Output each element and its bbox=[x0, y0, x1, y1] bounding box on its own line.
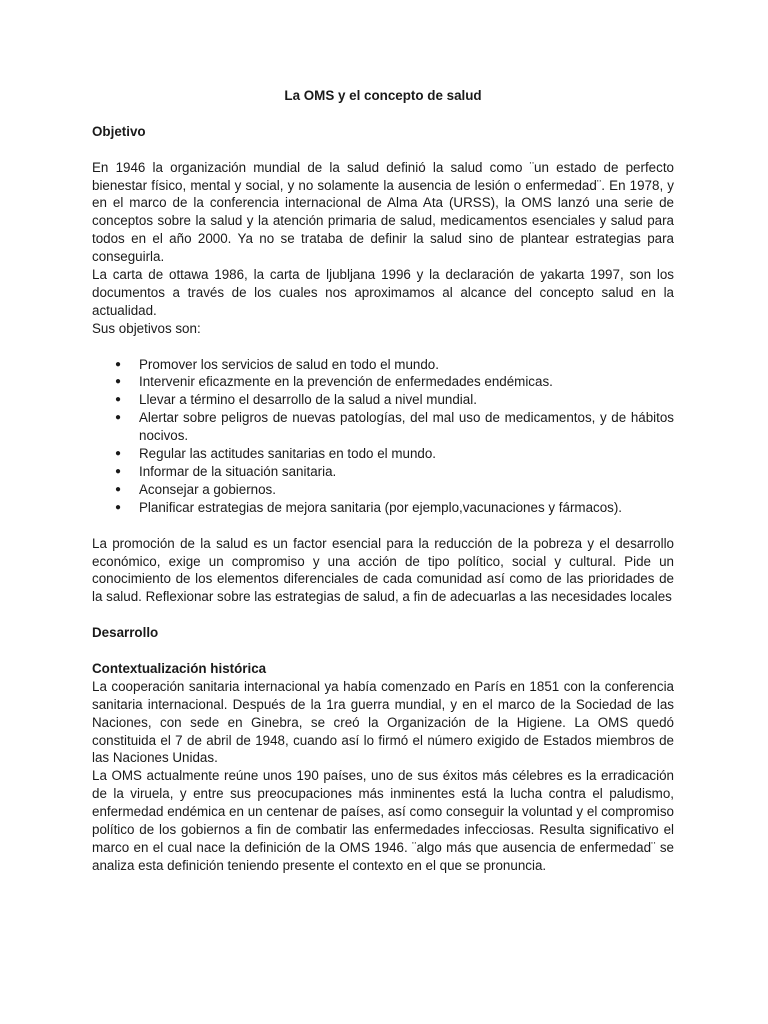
list-item bbox=[92, 463, 674, 481]
list-item bbox=[92, 499, 674, 517]
bullet-icon: ● bbox=[115, 412, 122, 424]
list-item-text: Planificar estrategias de mejora sanitaria (por ejemplo,vacunaciones y fármacos). bbox=[139, 499, 623, 515]
bullet-icon: ● bbox=[115, 501, 122, 513]
list-item bbox=[92, 391, 674, 409]
list-item bbox=[92, 445, 674, 463]
paragraph-definicion: En 1946 la organización mundial de la salud definió la salud como ¨un estado de perfecto bienestar físico, mental y social, y no solamente la ausencia de lesión o enfermedad¨. En 1978, y en el marco de la conferencia internacional de Alma Ata (URSS), la OMS lanzó una serie de conceptos sobre la salud y la atención primaria de salud, medicamentos esenciales y salud para todos en el año 2000. Ya no se trataba de definir la salud sino de plantear estrategias para conseguirla. bbox=[92, 159, 674, 265]
list-item-text: Regular las actitudes sanitarias en todo el mundo. bbox=[139, 446, 437, 462]
subheading-contextualizacion: Contextualización histórica bbox=[92, 660, 267, 676]
spacer bbox=[92, 517, 674, 535]
paragraph-oms-actual: La OMS actualmente reúne unos 190 países, uno de sus éxitos más célebres es la erradicación de la viruela, y entre sus preocupaciones más inminentes está la lucha contra el paludismo, enfermedad endémica en un centenar de países, así como conseguir la voluntad y el compromiso político de los gobiernos a fin de combatir las enfermedades infecciosas. Resulta significativo el marco en el cual nace la definición de la OMS 1946. ¨algo más que ausencia de enfermedad¨ se analiza esta definición teniendo presente el contexto en el que se pronuncia. bbox=[92, 768, 674, 873]
bullet-icon: ● bbox=[115, 483, 122, 495]
spacer bbox=[92, 606, 674, 624]
list-item-text: Llevar a término el desarrollo de la salud a nivel mundial. bbox=[139, 392, 477, 408]
heading-desarrollo: Desarrollo bbox=[92, 625, 159, 641]
bullet-icon: ● bbox=[115, 394, 122, 406]
list-item-text: Informar de la situación sanitaria. bbox=[139, 463, 337, 479]
heading-objetivo: Objetivo bbox=[92, 123, 146, 139]
list-item bbox=[92, 373, 674, 391]
objectives-list bbox=[92, 356, 674, 517]
list-item bbox=[92, 481, 674, 499]
paragraph-cartas: La carta de ottawa 1986, la carta de ljubljana 1996 y la declaración de yakarta 1997, son los documentos a través de los cuales nos aproximamos al alcance del concepto salud en la actualidad. bbox=[92, 267, 674, 318]
paragraph-promocion: La promoción de la salud es un factor esencial para la reducción de la pobreza y el desarrollo económico, exige un compromiso y una acción de tipo político, social y cultural. Pide un conocimiento de los elementos diferenciales de cada comunidad así como de las prioridades de la salud. Reflexionar sobre las estrategias de salud, a fin de adecuarlas a las necesidades locales bbox=[92, 535, 674, 605]
list-item-text: Intervenir eficazmente en la prevención de enfermedades endémicas. bbox=[139, 374, 553, 390]
document-page bbox=[92, 87, 674, 875]
paragraph-cooperacion: La cooperación sanitaria internacional ya había comenzado en París en 1851 con la conferencia sanitaria internacional. Después de la 1ra guerra mundial, y en el marco de la Sociedad de las Naciones, con sede en Ginebra, se creó la Organización de la Higiene. La OMS quedó constituida el 7 de abril de 1948, cuando así lo firmó el número exigido de Estados miembros de las Naciones Unidas. bbox=[92, 678, 674, 766]
paragraph-objetivos-intro: Sus objetivos son: bbox=[92, 320, 201, 336]
spacer bbox=[92, 338, 674, 356]
bullet-icon: ● bbox=[115, 465, 122, 477]
bullet-icon: ● bbox=[115, 448, 122, 460]
list-item-text: Aconsejar a gobiernos. bbox=[139, 481, 276, 497]
list-item bbox=[92, 409, 674, 445]
document-title: La OMS y el concepto de salud bbox=[284, 88, 482, 103]
bullet-icon: ● bbox=[115, 358, 122, 370]
list-item bbox=[92, 356, 674, 374]
bullet-icon: ● bbox=[115, 376, 122, 388]
list-item-text: Alertar sobre peligros de nuevas patologías, del mal uso de medicamentos, y de hábitos nocivos. bbox=[139, 410, 674, 444]
list-item-text: Promover los servicios de salud en todo el mundo. bbox=[139, 356, 439, 372]
